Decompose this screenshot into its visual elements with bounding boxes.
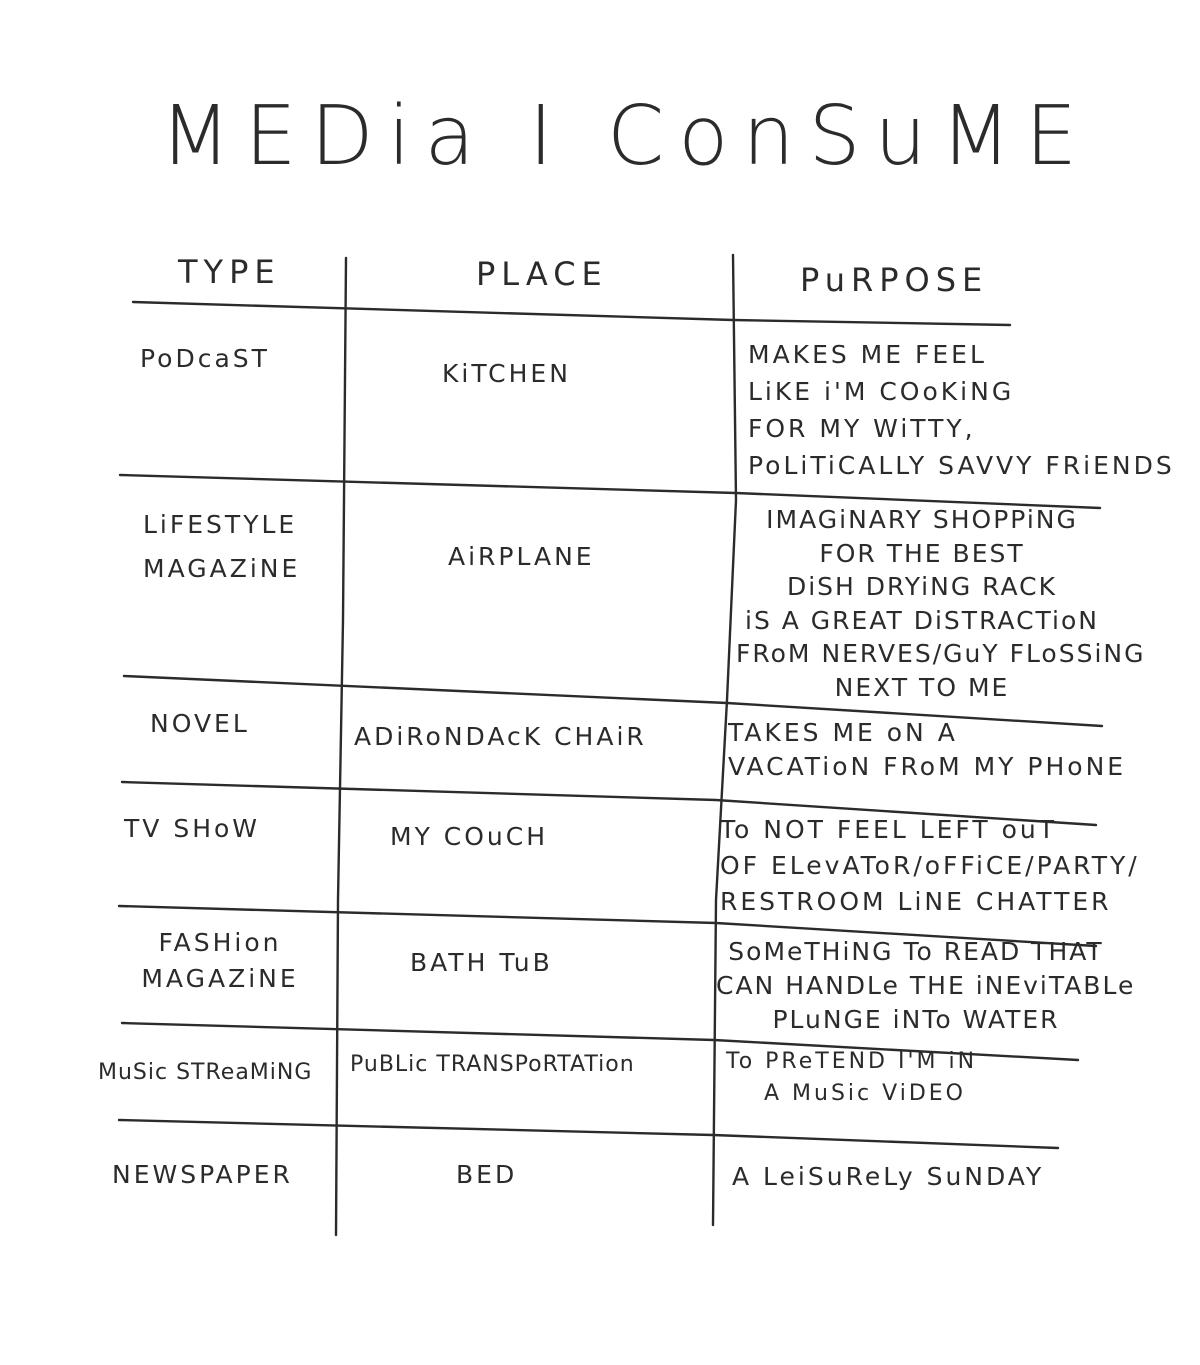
purpose-line: SoMeTHiNG To READ THAT	[728, 937, 1104, 966]
purpose-line: NEXT TO ME	[834, 672, 1010, 702]
table-row-2-place: AiRPLANE	[448, 542, 595, 571]
table-row-5-purpose	[716, 935, 1136, 1037]
purpose-line: A LeiSuReLy SuNDAY	[732, 1162, 1045, 1191]
table-row-1-type	[140, 340, 270, 377]
header-place: PLACE	[476, 255, 608, 293]
purpose-line: CAN HANDLe THE iNEviTABLe	[716, 971, 1136, 1000]
table-row-4-purpose	[720, 812, 1140, 920]
purpose-line: A MuSic ViDEO	[764, 1081, 966, 1106]
purpose-line: To PReTEND I'M iN	[726, 1049, 978, 1074]
table-row-5-place: BATH TuB	[410, 948, 553, 977]
type-line: NEWSPAPER	[112, 1160, 293, 1189]
table-row-4-type	[124, 810, 260, 847]
table-row-6-place: PuBLic TRANSPoRTATion	[350, 1052, 635, 1077]
table-row-6-purpose	[726, 1046, 977, 1110]
table-row-1-purpose	[748, 336, 1175, 484]
table-row-2-purpose	[736, 503, 1146, 704]
header-type: TYPE	[178, 253, 281, 291]
table-row-5-type	[134, 925, 306, 997]
type-line: NOVEL	[150, 709, 250, 738]
purpose-line: FOR MY WiTTY,	[748, 414, 976, 443]
column-divider-1	[336, 258, 346, 1235]
type-line: LiFESTYLE	[143, 510, 298, 539]
purpose-line: RESTROOM LiNE CHATTER	[720, 887, 1112, 916]
row-divider-header	[133, 302, 1010, 325]
table-row-7-purpose	[732, 1158, 1044, 1195]
page-title: MEDia I ConSuME	[160, 89, 1092, 184]
purpose-line: OF ELevAToR/oFFiCE/PARTY/	[720, 851, 1140, 880]
table-row-6-type	[98, 1054, 312, 1091]
table-row-3-type	[150, 705, 250, 742]
purpose-line: VACATioN FRoM MY PHoNE	[728, 752, 1127, 781]
purpose-line: iS A GREAT DiSTRACTioN	[745, 605, 1099, 635]
table-row-3-place: ADiRoNDAcK CHAiR	[354, 722, 647, 751]
header-purpose: PuRPOSE	[800, 261, 989, 299]
table-row-4-place: MY COuCH	[390, 822, 549, 851]
purpose-line: FOR THE BEST	[819, 538, 1025, 568]
purpose-line: PLuNGE iNTo WATER	[772, 1005, 1060, 1034]
type-line: PoDcaST	[140, 344, 270, 373]
purpose-line: IMAGiNARY SHOPPiNG	[766, 505, 1078, 534]
row-divider-6	[119, 1120, 1058, 1148]
type-line: FASHion	[158, 928, 282, 957]
purpose-line: DiSH DRYiNG RACK	[786, 572, 1058, 601]
table-row-2-type	[143, 503, 300, 591]
purpose-line: LiKE i'M COoKiNG	[748, 377, 1015, 406]
purpose-line: TAKES ME oN A	[728, 718, 958, 747]
type-line: MuSic STReaMiNG	[98, 1060, 313, 1085]
table-row-3-purpose	[728, 716, 1126, 784]
table-row-7-place: BED	[456, 1160, 518, 1189]
purpose-line: MAKES ME FEEL	[748, 340, 987, 369]
type-line: TV SHoW	[124, 814, 261, 843]
purpose-line: FRoM NERVES/GuY FLoSSiNG	[736, 639, 1146, 668]
type-line: MAGAZiNE	[143, 554, 301, 583]
purpose-line: To NOT FEEL LEFT ouT	[720, 815, 1058, 844]
purpose-line: PoLiTiCALLY SAVVY FRiENDS	[748, 451, 1175, 480]
table-row-7-type	[112, 1156, 293, 1193]
type-line: MAGAZiNE	[141, 964, 299, 993]
table-row-1-place: KiTCHEN	[442, 359, 571, 388]
